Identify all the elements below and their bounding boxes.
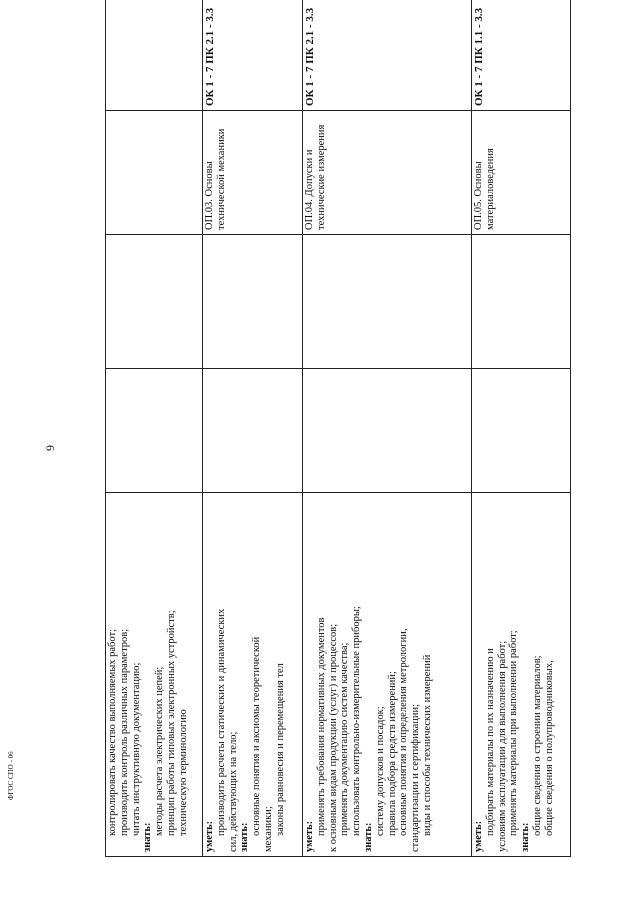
discipline-cell: [106, 111, 203, 235]
table-row: [203, 0, 303, 857]
skill-line: контролировать качество выполняемых работ;: [107, 628, 118, 836]
skill-line: производить расчеты статических и динамических: [215, 608, 227, 836]
discipline-cell: ОП.04. Допуски и технические измерения: [303, 111, 472, 235]
skill-line: к основным видам продукции (услуг) и процессов;: [327, 623, 339, 852]
footer-code: ФГОС СПО - 06: [7, 751, 15, 800]
competencies-cell: [106, 0, 203, 111]
skill-line: общие сведения о полупроводниковых,: [543, 660, 555, 836]
skill-line: основные понятия и определения метрологии,: [398, 628, 410, 836]
discipline-cell: ОП.05. Основы материаловедения: [472, 111, 571, 235]
empty-cell: [472, 235, 571, 369]
skill-line: виды и способы технических измерений: [421, 654, 433, 836]
table-row: [303, 0, 472, 857]
empty-cell: [472, 369, 571, 493]
skill-line: стандартизации и сертификации;: [410, 703, 422, 852]
section-heading: уметь:: [304, 820, 315, 852]
skill-line: методы расчета электрических цепей;: [154, 666, 166, 836]
skills-cell: [106, 493, 203, 857]
empty-cell: [303, 369, 472, 493]
competencies-cell: ОК 1 - 7 ПК 2.1 - 3.3: [303, 0, 472, 111]
empty-cell: [106, 369, 203, 493]
skill-line: основные понятия и аксиомы теоретической: [251, 636, 263, 836]
skill-line: читать инструктивную документацию;: [130, 662, 142, 836]
skill-line: использовать контрольно-измерительные приборы;: [351, 606, 363, 836]
competencies-cell: ОК 1 - 7 ПК 1.1 - 3.3: [472, 0, 571, 111]
empty-cell: [203, 235, 303, 369]
skill-line: принцип работы типовых электронных устройств;: [165, 610, 177, 836]
section-heading: уметь:: [473, 820, 484, 852]
skills-cell: [472, 493, 571, 857]
skills-cell: [303, 493, 472, 857]
curriculum-table: [105, 7, 570, 857]
section-heading: знать:: [362, 822, 374, 852]
competencies-cell: ОК 1 - 7 ПК 2.1 - 3.3: [203, 0, 303, 111]
section-heading: знать:: [142, 822, 154, 852]
empty-cell: [203, 369, 303, 493]
skill-line: техническую терминологию: [177, 709, 189, 836]
skill-line: правила подбора средств измерений;: [386, 671, 398, 836]
skill-line: систему допусков и посадок;: [374, 706, 386, 836]
section-heading: знать:: [239, 822, 251, 852]
page-number: 9: [43, 445, 57, 451]
skills-cell: [203, 493, 303, 857]
section-heading: знать:: [520, 822, 532, 852]
empty-cell: [106, 235, 203, 369]
skill-line: производить контроль различных параметров;: [118, 628, 130, 836]
skill-line: механики;: [262, 806, 274, 852]
empty-cell: [303, 235, 472, 369]
table-row: [106, 0, 203, 857]
skill-line: сил, действующих на тело;: [227, 731, 239, 852]
skill-line: подбирать материалы по их назначению и: [484, 648, 496, 836]
skill-line: законы равновесия и перемещения тел: [274, 663, 286, 836]
section-heading: уметь:: [204, 820, 215, 852]
skill-line: условиям эксплуатации для выполнения работ;: [496, 640, 508, 852]
skill-line: применять требования нормативных документов: [315, 617, 327, 836]
table-row: [472, 0, 571, 857]
skill-line: применять документацию систем качества;: [339, 642, 351, 836]
discipline-cell: ОП.03. Основы технической механики: [203, 111, 303, 235]
skill-line: общие сведения о строении материалов;: [531, 655, 543, 836]
skill-line: применять материалы при выполнении работ;: [508, 630, 520, 836]
